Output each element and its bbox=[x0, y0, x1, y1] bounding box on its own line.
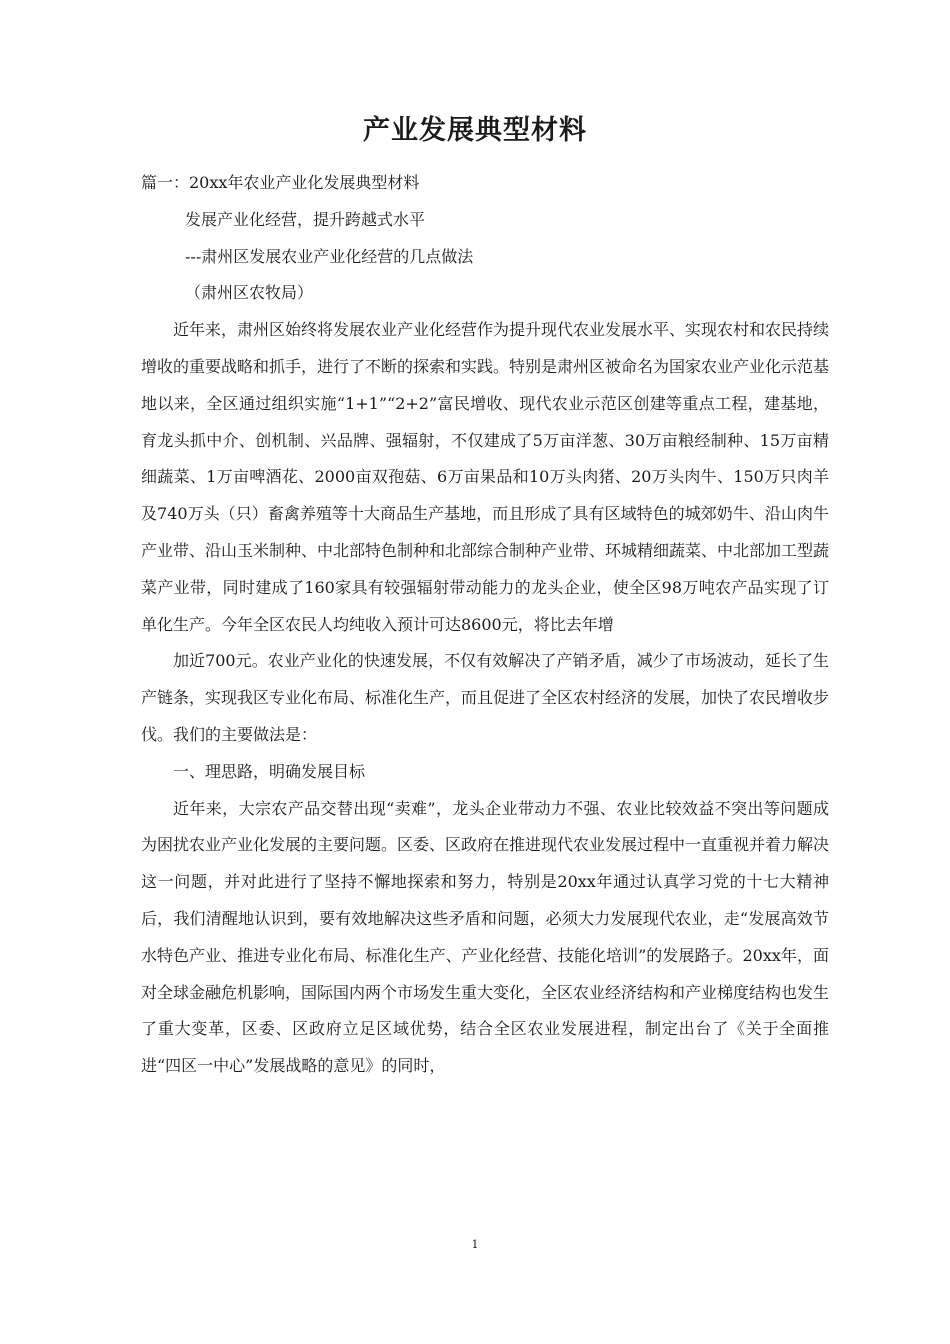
body-paragraph: 近年来，大宗农产品交替出现“卖难”，龙头企业带动力不强、农业比较效益不突出等问题成为困扰农业产业化发展的主要问题。区委、区政府在推进现代农业发展过程中一直重视并着力解决这一问题，并对此进行了坚持不懈地探索和努力，特别是20xx年通过认真学习党的十七大精神后，我们清醒地认识到，要有效地解决这些矛盾和问题，必须大力发展现代农业，走“发展高效节水特色产业、推进专业化布局、标准化生产、产业化经营、技能化培训”的发展路子。20xx年，面对全球金融危机影响，国际国内两个市场发生重大变化，全区农业经济结构和产业梯度结构也发生了重大变革，区委、区政府立足区域优势，结合全区农业发展进程，制定出台了《关于全面推进“四区一中心”发展战略的意见》的同时， bbox=[141, 798, 830, 1076]
body-paragraph: 近年来，肃州区始终将发展农业产业化经营作为提升现代农业发展水平、实现农村和农民持续增收的重要战略和抓手，进行了不断的探索和实践。特别是肃州区被命名为国家农业产业化示范基地以来，全区通过组织实施“1+1”“2+2”富民增收、现代农业示范区创建等重点工程，建基地，育龙头抓中介、创机制、兴品牌、强辐射，不仅建成了5万亩洋葱、30万亩粮经制种、15万亩精细蔬菜、1万亩啤酒花、2000亩双孢菇、6万亩果品和10万头肉猪、20万头肉牛、150万只肉羊及740万头（只）畜禽养殖等十大商品生产基地，而且形成了具有区域特色的城郊奶牛、沿山肉牛产业带、沿山玉米制种、中北部特色制种和北部综合制种产业带、环城精细蔬菜、中北部加工型蔬菜产业带，同时建成了160家具有较强辐射带动能力的龙头企业，使全区98万吨农产品实现了订单化生产。今年全区农民人均纯收入预计可达8600元，将比去年增 bbox=[141, 320, 830, 634]
section-heading: 篇一：20xx年农业产业化发展典型材料 bbox=[141, 173, 420, 192]
document-author: （肃州区农牧局） bbox=[185, 283, 314, 303]
document-subtitle: 发展产业化经营，提升跨越式水平 bbox=[185, 209, 426, 229]
page-number: 1 bbox=[471, 1238, 479, 1251]
body-paragraph: 加近700元。农业产业化的快速发展，不仅有效解决了产销矛盾，减少了市场波动，延长了生产链条，实现我区专业化布局、标准化生产，而且促进了全区农村经济的发展，加快了农民增收步伐。我们的主要做法是： bbox=[141, 651, 830, 744]
document-subtitle-2: ---肃州区发展农业产业化经营的几点做法 bbox=[185, 246, 474, 266]
document-body bbox=[141, 165, 829, 1085]
section-subheading: 一、理思路，明确发展目标 bbox=[173, 761, 366, 781]
document-title: 产业发展典型材料 bbox=[363, 115, 587, 146]
